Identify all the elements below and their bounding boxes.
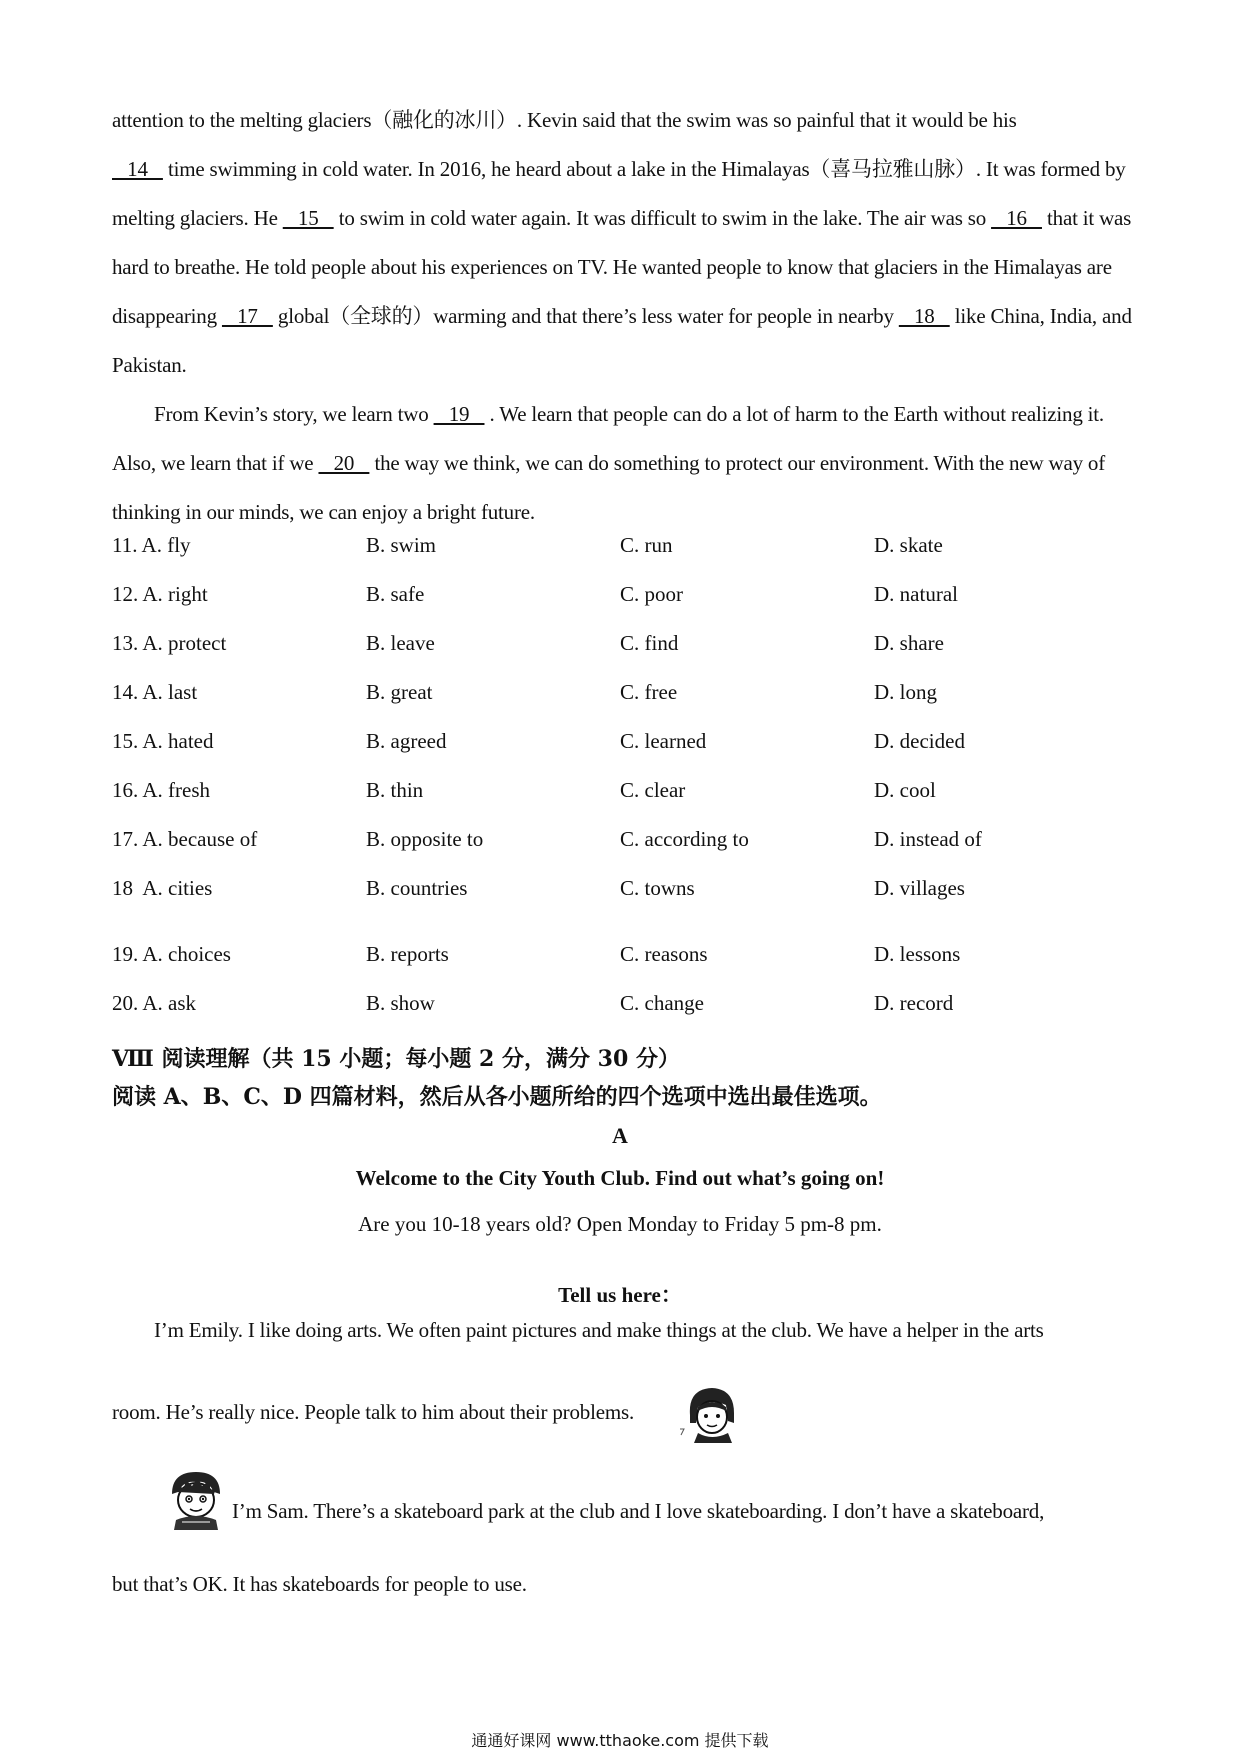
reading-label: A <box>612 1123 628 1148</box>
option-c: C. change <box>620 991 704 1015</box>
option-b: B. safe <box>366 582 425 606</box>
blank-14: 14 <box>112 157 163 181</box>
option-b: B. great <box>366 680 433 704</box>
passage-text: the way we think, we can do something to protect our environment. With the new way of thinking in our minds, we can enjoy a bright future. <box>112 451 1106 524</box>
option-c: C. free <box>620 680 678 704</box>
girl-cartoon-icon <box>676 1383 746 1443</box>
passage-paragraph-1 <box>112 96 1132 390</box>
passage-paragraph-2 <box>112 390 1132 537</box>
tell-us-label: Tell us here： <box>558 1283 682 1307</box>
option-c: C. clear <box>620 778 686 802</box>
emily-line-1: I’m Emily. I like doing arts. We often paint pictures and make things at the club. We have a helper in the arts <box>154 1318 1044 1342</box>
blank-18: 18 <box>898 304 950 328</box>
option-b: B. countries <box>366 876 468 900</box>
option-c: C. reasons <box>620 942 708 966</box>
option-c: C. according to <box>620 827 749 851</box>
option-row-19 <box>112 942 1112 991</box>
option-a: 11. A. fly <box>112 533 191 557</box>
option-d: D. instead of <box>874 827 982 851</box>
passage-text: global（全球的）warming and that there’s less water for people in nearby <box>272 304 899 328</box>
option-a: 15. A. hated <box>112 729 214 753</box>
reading-heading: Welcome to the City Youth Club. Find out what’s going on! <box>355 1166 885 1190</box>
option-d: D. long <box>874 680 937 704</box>
blank-15: 15 <box>282 206 334 230</box>
option-b: B. opposite to <box>366 827 484 851</box>
option-b: B. leave <box>366 631 435 655</box>
passage-text: time swimming in cold water. In 2016, he heard about a lake in the Himalayas（喜马拉雅山脉）. It was formed by melting glaciers. He <box>112 157 1126 230</box>
option-d: D. natural <box>874 582 958 606</box>
section-instruction: 阅读 A、B、C、D 四篇材料，然后从各小题所给的四个选项中选出最佳选项。 <box>112 1084 882 1110</box>
option-a: 19. A. choices <box>112 942 231 966</box>
sam-line-2: but that’s OK. It has skateboards for people to use. <box>112 1572 527 1596</box>
option-a: 13. A. protect <box>112 631 227 655</box>
option-c: C. find <box>620 631 679 655</box>
option-a: 20. A. ask <box>112 991 196 1015</box>
option-b: B. reports <box>366 942 449 966</box>
option-c: C. poor <box>620 582 683 606</box>
option-a: 14. A. last <box>112 680 198 704</box>
option-b: B. show <box>366 991 435 1015</box>
option-c: C. run <box>620 533 673 557</box>
option-row-14 <box>112 680 1112 729</box>
option-row-12 <box>112 582 1112 631</box>
answer-options <box>112 533 1112 1040</box>
emily-line-2: room. He’s really nice. People talk to him about their problems. <box>112 1400 634 1424</box>
option-b: B. thin <box>366 778 424 802</box>
option-a: 16. A. fresh <box>112 778 210 802</box>
blank-16: 16 <box>991 206 1042 230</box>
blank-20: 20 <box>318 451 370 475</box>
option-row-18 <box>112 876 1112 942</box>
option-row-15 <box>112 729 1112 778</box>
option-d: D. decided <box>874 729 965 753</box>
section-title: Ⅷ 阅读理解（共 15 小题；每小题 2 分，满分 30 分） <box>112 1046 680 1072</box>
boy-cartoon-icon <box>164 1468 228 1530</box>
page-footer: 通通好课网 www.tthaoke.com 提供下载 <box>471 1731 769 1750</box>
reading-subheading: Are you 10-18 years old? Open Monday to Friday 5 pm-8 pm. <box>358 1212 882 1236</box>
passage-text: like China, India, and Pakistan. <box>112 304 1132 377</box>
passage-text: From Kevin’s story, we learn two <box>154 402 434 426</box>
passage-text: to swim in cold water again. It was difficult to swim in the lake. The air was so <box>333 206 992 230</box>
option-b: B. swim <box>366 533 437 557</box>
blank-19: 19 <box>433 402 485 426</box>
sam-line-1: I’m Sam. There’s a skateboard park at the club and I love skateboarding. I don’t have a skateboard, <box>232 1499 1045 1523</box>
option-a: 17. A. because of <box>112 827 258 851</box>
passage-text: attention to the melting glaciers（融化的冰川）. Kevin said that the swim was so painful that it would be his <box>112 108 1017 132</box>
passage-text: . We learn that people can do a lot of harm to the Earth without realizing it. Also, we learn that if we <box>112 402 1104 475</box>
option-d: D. lessons <box>874 942 961 966</box>
option-a: 18 A. cities <box>112 876 213 900</box>
option-d: D. share <box>874 631 944 655</box>
passage-text: that it was hard to breathe. He told people about his experiences on TV. He wanted people to know that glaciers in the Himalayas are disappearing <box>112 206 1132 328</box>
option-b: B. agreed <box>366 729 447 753</box>
blank-17: 17 <box>221 304 273 328</box>
option-c: C. learned <box>620 729 707 753</box>
option-row-13 <box>112 631 1112 680</box>
option-c: C. towns <box>620 876 695 900</box>
option-d: D. skate <box>874 533 943 557</box>
option-row-20 <box>112 991 1112 1040</box>
option-row-16 <box>112 778 1112 827</box>
option-d: D. record <box>874 991 954 1015</box>
option-row-17 <box>112 827 1112 876</box>
option-d: D. villages <box>874 876 965 900</box>
option-a: 12. A. right <box>112 582 208 606</box>
option-row-11 <box>112 533 1112 582</box>
option-d: D. cool <box>874 778 936 802</box>
